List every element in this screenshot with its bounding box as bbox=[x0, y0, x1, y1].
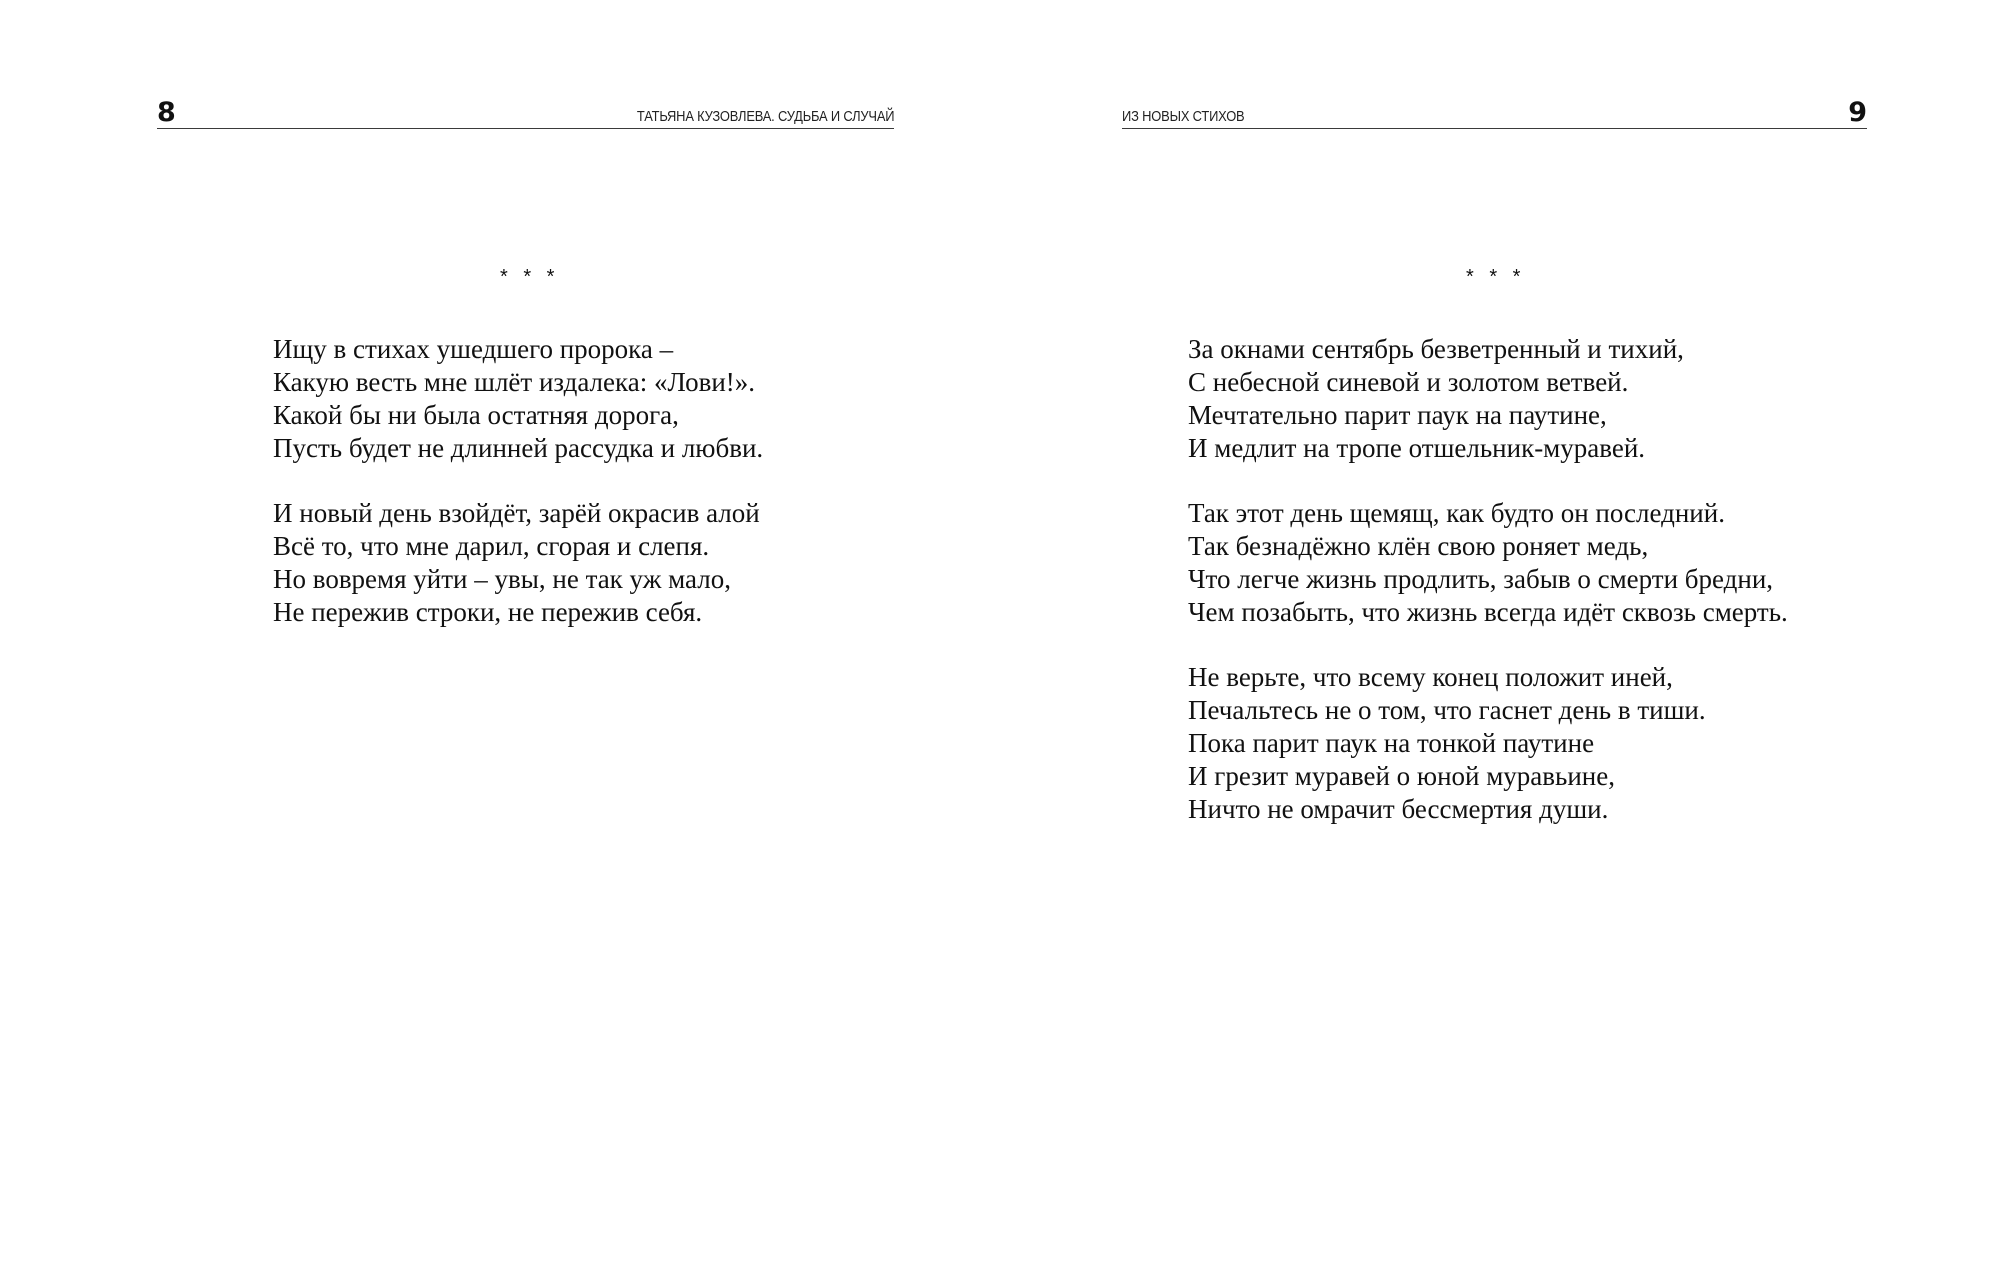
stanza bbox=[273, 333, 763, 465]
stanza bbox=[1188, 333, 1788, 465]
right-page-header bbox=[1122, 96, 1867, 129]
right-page bbox=[1000, 0, 2000, 1281]
poem-line: И новый день взойдёт, зарёй окрасив алой bbox=[273, 498, 760, 528]
poem-line: Мечтательно парит паук на паутине, bbox=[1188, 400, 1607, 430]
poem-line: Так этот день щемящ, как будто он последний. bbox=[1188, 498, 1725, 528]
poem-line: За окнами сентябрь безветренный и тихий, bbox=[1188, 334, 1684, 364]
left-poem bbox=[273, 333, 763, 661]
poem-line: Ничто не омрачит бессмертия души. bbox=[1188, 794, 1609, 824]
poem-line: Не пережив строки, не пережив себя. bbox=[273, 597, 703, 627]
stanza bbox=[1188, 497, 1788, 629]
poem-line: Пока парит паук на тонкой паутине bbox=[1188, 728, 1595, 758]
poem-line: Так безнадёжно клён свою роняет медь, bbox=[1188, 531, 1649, 561]
poem-line: Но вовремя уйти – увы, не так уж мало, bbox=[273, 564, 731, 594]
poem-line: Пусть будет не длинней рассудка и любви. bbox=[273, 433, 764, 463]
poem-line: Всё то, что мне дарил, сгорая и слепя. bbox=[273, 531, 710, 561]
left-poem-separator: * * * bbox=[500, 266, 560, 288]
poem-line: Не верьте, что всему конец положит иней, bbox=[1188, 662, 1673, 692]
right-poem-separator: * * * bbox=[1466, 266, 1526, 288]
stanza bbox=[1188, 661, 1788, 826]
left-page-number: 8 bbox=[157, 97, 176, 128]
left-page-header bbox=[157, 96, 894, 129]
poem-line: И медлит на тропе отшельник-муравей. bbox=[1188, 433, 1646, 463]
right-poem bbox=[1188, 333, 1788, 858]
poem-line: С небесной синевой и золотом ветвей. bbox=[1188, 367, 1629, 397]
poem-line: Ищу в стихах ушедшего пророка – bbox=[273, 334, 674, 364]
poem-line: Печальтесь не о том, что гаснет день в тиши. bbox=[1188, 695, 1706, 725]
poem-line: Что легче жизнь продлить, забыв о смерти бредни, bbox=[1188, 564, 1774, 594]
poem-line: Какой бы ни была остатняя дорога, bbox=[273, 400, 679, 430]
poem-line: Какую весть мне шлёт издалека: «Лови!». bbox=[273, 367, 756, 397]
poem-line: Чем позабыть, что жизнь всегда идёт сквозь смерть. bbox=[1188, 597, 1788, 627]
right-running-head: ИЗ НОВЫХ СТИХОВ bbox=[1122, 108, 1245, 125]
right-page-number: 9 bbox=[1848, 97, 1867, 128]
left-running-head: ТАТЬЯНА КУЗОВЛЕВА. СУДЬБА И СЛУЧАЙ bbox=[636, 108, 894, 125]
stanza bbox=[273, 497, 763, 629]
poem-line: И грезит муравей о юной муравьине, bbox=[1188, 761, 1615, 791]
